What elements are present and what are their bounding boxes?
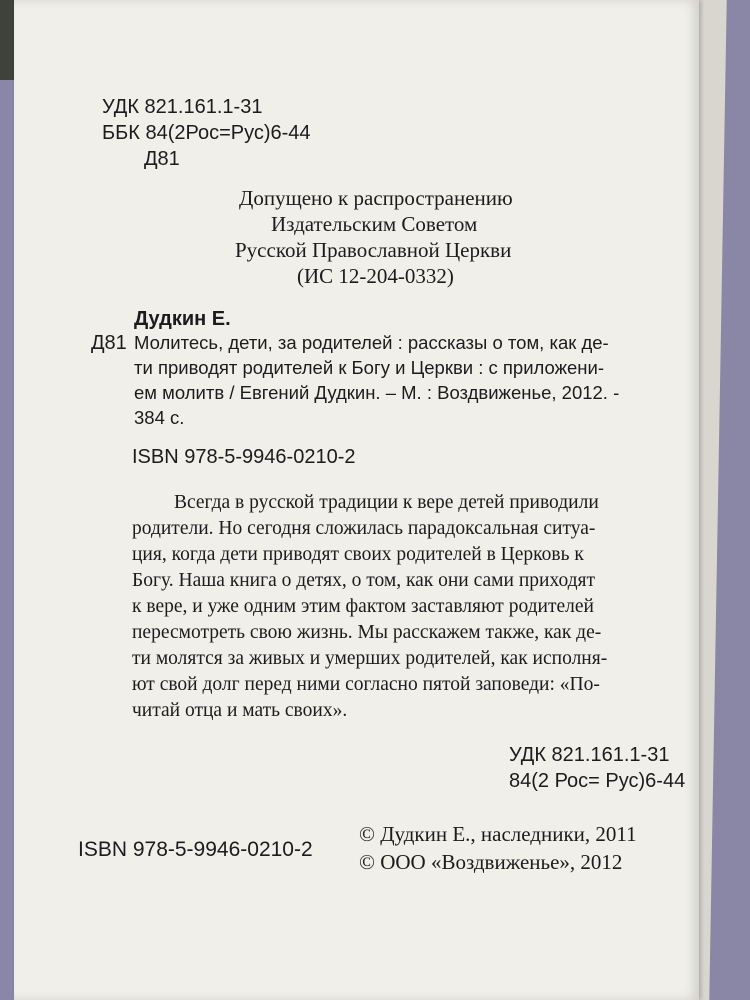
approval-line-1: Допущено к распространению (239, 186, 513, 210)
annotation-line-4: Богу. Наша книга о детях, о том, как они сами приходят (132, 570, 596, 591)
footer-udk-code: УДК 821.161.1-31 (509, 744, 670, 766)
annotation-line-6: пересмотреть свою жизнь. Мы расскажем также, как де- (132, 622, 602, 643)
annotation-line-7: ти молятся за живых и умерших родителей, как исполня- (132, 648, 608, 669)
annotation-line-9: читай отца и мать своих». (132, 700, 348, 721)
annotation-line-1: Всегда в русской традиции к вере детей приводили (174, 492, 599, 513)
annotation-line-3: ция, когда дети приводят своих родителей в Церковь к (132, 544, 584, 565)
bbk-code: ББК 84(2Рос=Рус)6-44 (102, 122, 311, 144)
show-through-decoration: ⁠ ⁠ (294, 141, 305, 190)
record-isbn: ISBN 978-5-9946-0210-2 (132, 446, 356, 468)
annotation-line-2: родители. Но сегодня сложилась парадоксальная ситуа- (132, 518, 596, 539)
approval-line-2: Издательским Советом (271, 212, 478, 236)
copyright-author: © Дудкин Е., наследники, 2011 (359, 822, 637, 846)
record-line-3: ем молитв / Евгений Дудкин. – М. : Воздвиженье, 2012. - (134, 382, 620, 403)
author-mark: Д81 (144, 148, 180, 170)
footer-bbk-code: 84(2 Рос= Рус)6-44 (509, 770, 686, 792)
record-line-4: 384 с. (134, 407, 185, 428)
udk-code: УДК 821.161.1-31 (102, 96, 263, 118)
approval-code: (ИС 12-204-0332) (297, 264, 454, 288)
record-line-1: Молитесь, дети, за родителей : рассказы о том, как де- (134, 332, 609, 353)
annotation-line-5: к вере, и уже одним этим фактом заставляют родителей (132, 596, 594, 617)
approval-line-3: Русской Православной Церкви (235, 238, 512, 262)
record-author: Дудкин Е. (134, 308, 231, 330)
footer-isbn: ISBN 978-5-9946-0210-2 (78, 838, 313, 861)
copyright-publisher: © ООО «Воздвиженье», 2012 (359, 850, 623, 874)
book-page (14, 0, 699, 1000)
annotation-line-8: ют свой долг перед ними согласно пятой заповеди: «По- (132, 674, 600, 695)
record-mark: Д81 (91, 332, 127, 354)
record-line-2: ти приводят родителей к Богу и Церкви : с приложени- (134, 357, 605, 378)
